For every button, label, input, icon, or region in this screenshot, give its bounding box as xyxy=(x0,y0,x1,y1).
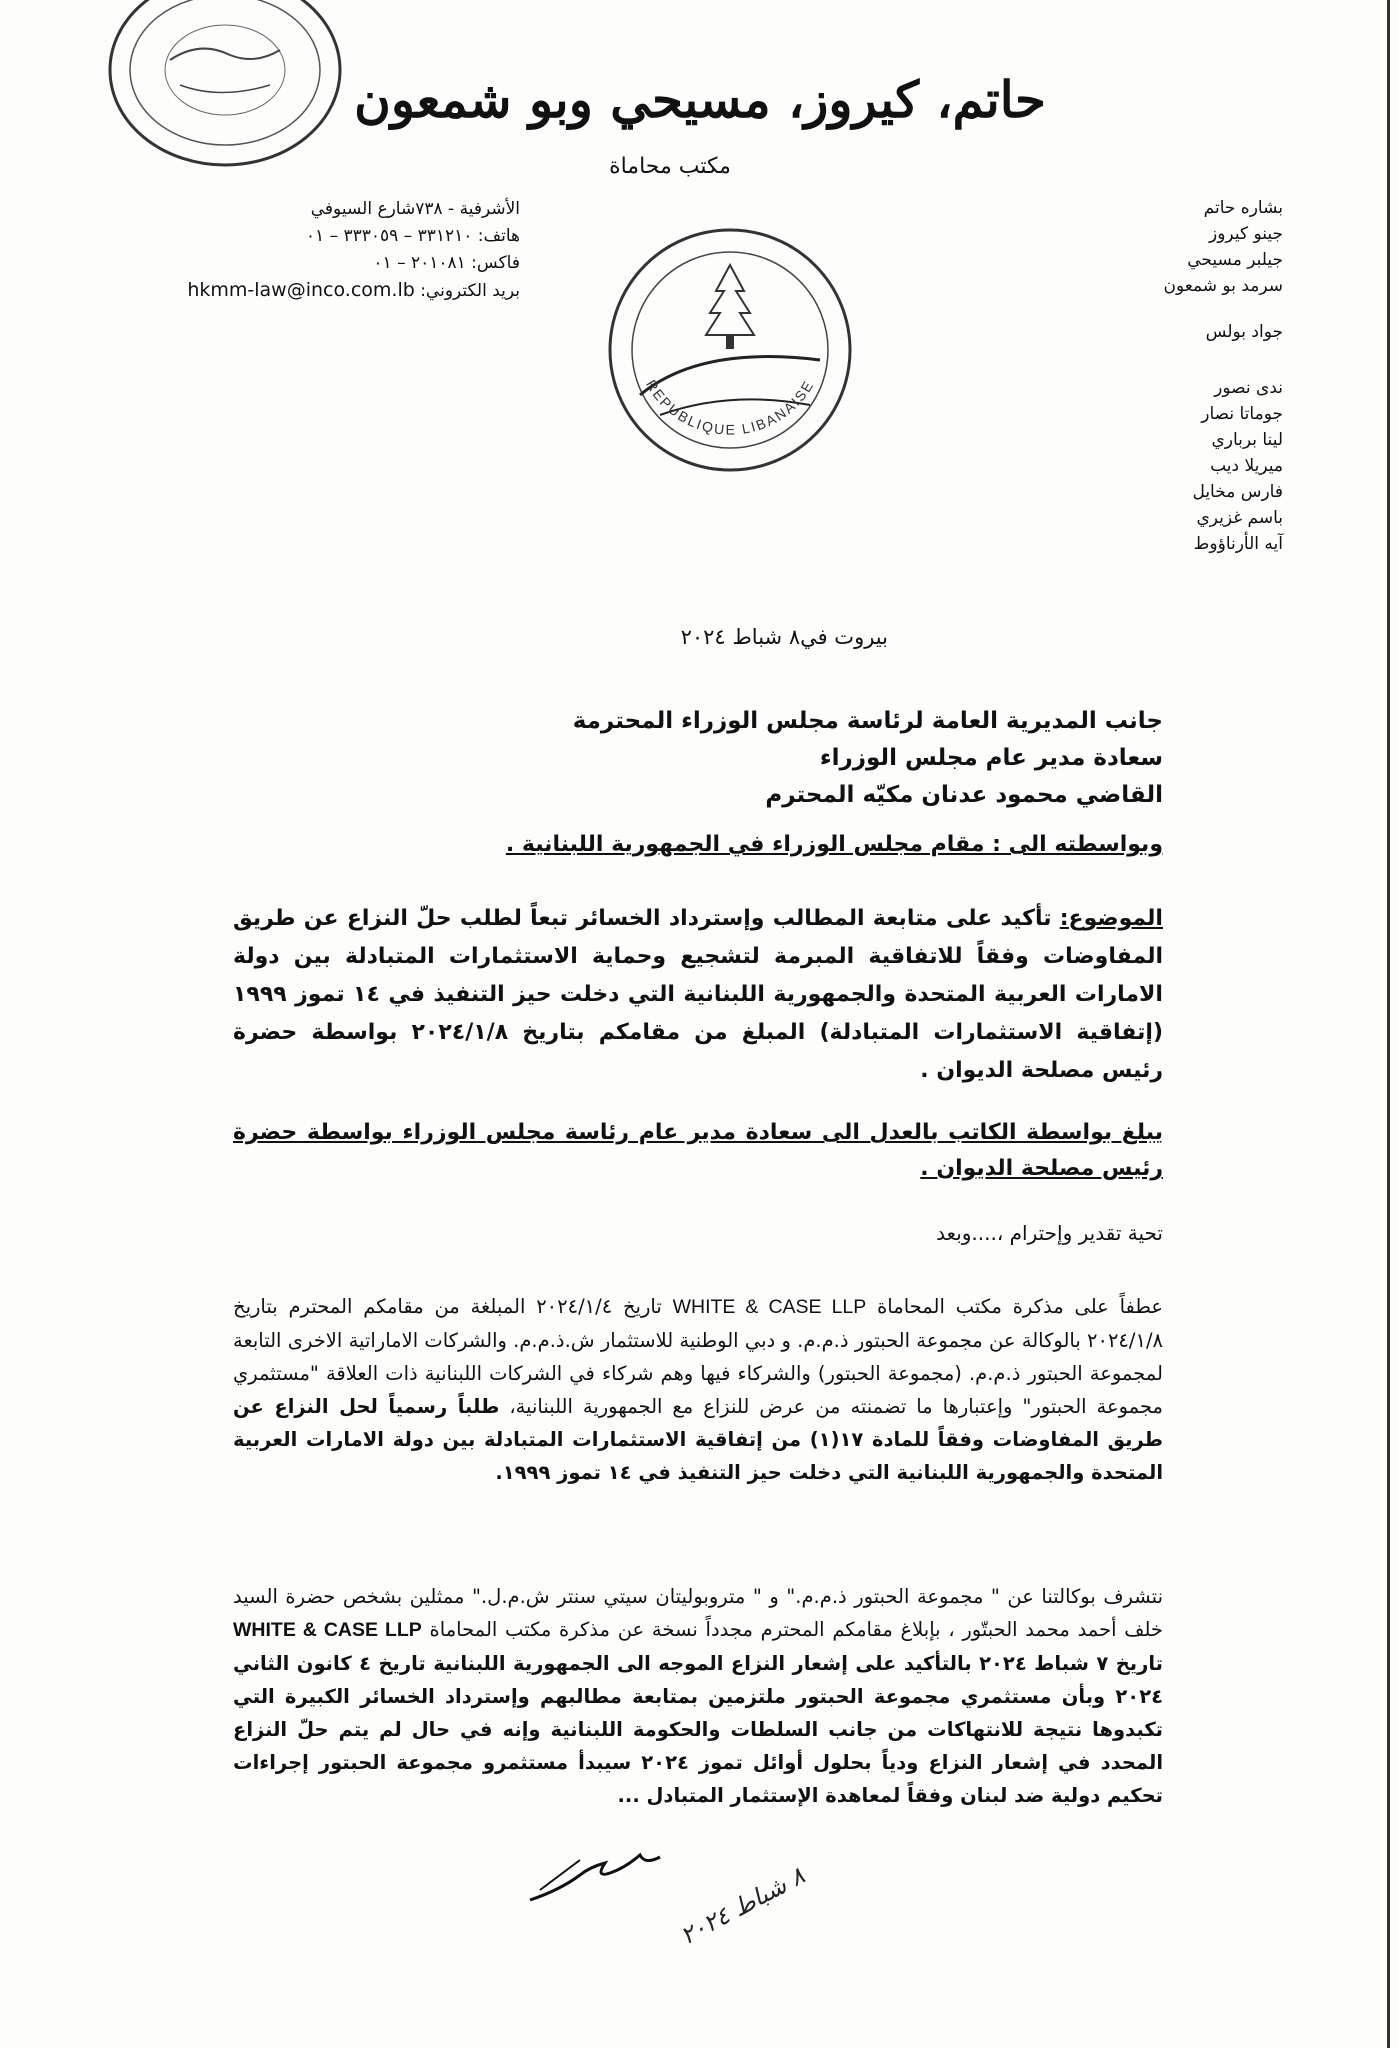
partner-name: جواد بولس xyxy=(1205,322,1283,342)
associate-name: ندى نصور xyxy=(1214,378,1283,398)
notification-paragraph xyxy=(233,1115,1163,1187)
addressee-line: جانب المديرية العامة لرئاسة مجلس الوزراء المحترمة xyxy=(572,708,1163,734)
para1-body: تاريخ ٢٠٢٤/١/٤ المبلغة من مقامكم المحترم بتاريخ ٢٠٢٤/١/٨ بالوكالة عن مجموعة الحبتور ذ.م.م. و دبي الوطنية للاستثمار ش.ذ.م.م. والشركات الاماراتية الاخرى التابعة لمجموعة الحبتور ذ.م.م. (مجموعة الحبتور) والشركاء فيها وهم شركاء في الشركات اللبنانية ذات العلاقة "مستثمري مجموعة الحبتور" وإعتبارها ما تضمنته من عرض للنزاع مع الجمهورية اللبنانية، xyxy=(233,1295,1163,1418)
firm-phone: هاتف: ٣٣١٢١٠ – ٣٣٣٠٥٩ – ٠١ xyxy=(305,226,520,246)
associate-name: لينا برباري xyxy=(1211,430,1283,450)
greeting: تحية تقدير وإحترام ،....وبعد xyxy=(936,1221,1163,1245)
email-label: بريد الكتروني: xyxy=(420,281,520,301)
para2-bold: تاريخ ٧ شباط ٢٠٢٤ بالتأكيد على إشعار النزاع الموجه الى الجمهورية اللبنانية تاريخ ٤ كانون الثاني ٢٠٢٤ وبأن مستثمري مجموعة الحبتور ملتزمين بمتابعة مطالبهم وإسترداد الخسائر الكبيرة التي تكبدوها نتيجة للانتهاكات من جانب السلطات والحكومة اللبنانية وإنه في حال لم يتم حلّ النزاع المحدد في إشعار النزاع ودياً بحلول أوائل تموز ٢٠٢٤ سيبدأ مستثمرو مجموعة الحبتور إجراءات تحكيم دولية ضد لبنان وفقاً لمعاهدة الإستثمار المتبادل ... xyxy=(233,1652,1164,1807)
firm-address: الأشرفية - ٧٣٨شارع السيوفي xyxy=(310,199,520,219)
svg-text:REPUBLIQUE LIBANAISE xyxy=(643,377,817,438)
body-paragraph-1 xyxy=(233,1290,1163,1489)
official-seal-stamp xyxy=(600,220,860,480)
partner-name: بشاره حاتم xyxy=(1203,198,1283,218)
seal-text: REPUBLIQUE LIBANAISE xyxy=(643,376,817,438)
email-address: hkmm-law@inco.com.lb xyxy=(187,279,415,301)
handwritten-date: ٨ شباط ٢٠٢٤ xyxy=(675,1861,810,1951)
body-paragraph-2 xyxy=(233,1580,1163,1812)
letter-date: بيروت في٨ شباط ٢٠٢٤ xyxy=(680,625,888,649)
via-text: وبواسطته الى : مقام مجلس الوزراء في الجمهورية اللبنانية . xyxy=(505,832,1163,857)
para1-intro: عطفاً على مذكرة مكتب المحاماة xyxy=(877,1295,1164,1318)
firm-contact-block xyxy=(120,196,520,305)
partner-name: سرمد بو شمعون xyxy=(1163,276,1283,296)
para2-firm-name: WHITE & CASE LLP xyxy=(233,1619,422,1641)
addressee-line: سعادة مدير عام مجلس الوزراء xyxy=(819,745,1163,771)
via-line xyxy=(263,832,1163,857)
addressee-line: القاضي محمود عدنان مكيّه المحترم xyxy=(765,782,1163,808)
page-edge-line xyxy=(1387,0,1390,2048)
associate-name: جوماتا نصار xyxy=(1201,404,1283,424)
addressee-block xyxy=(263,703,1163,814)
partner-name: جينو كيروز xyxy=(1209,224,1283,244)
associate-name: باسم غزيري xyxy=(1196,508,1283,528)
firm-fax: فاكس: ٢٠١٠٨١ – ٠١ xyxy=(373,253,520,273)
firm-email-row xyxy=(120,277,520,305)
para1-bold: طلباً رسمياً لحل النزاع عن طريق المفاوضات وفقاً للمادة ١٧(١) من إتفاقية الاستثمارات المتبادلة بين دولة الامارات العربية المتحدة والجمهورية اللبنانية التي دخلت حيز التنفيذ في ١٤ تموز ١٩٩٩. xyxy=(233,1395,1164,1484)
subject-label: الموضوع: xyxy=(1059,906,1163,931)
firm-subtitle: مكتب محاماة xyxy=(609,154,731,179)
associate-name: ميريلا ديب xyxy=(1210,456,1283,476)
para1-firm-name: WHITE & CASE LLP xyxy=(672,1296,867,1318)
associate-name: آيه الأرناؤوط xyxy=(1193,534,1283,554)
associate-name: فارس مخايل xyxy=(1192,482,1283,502)
notification-text: يبلغ بواسطة الكاتب بالعدل الى سعادة مدير عام رئاسة مجلس الوزراء بواسطة حضرة رئيس مصلحة الديوان . xyxy=(233,1120,1163,1181)
para2-intro: نتشرف بوكالتنا عن " مجموعة الحبتور ذ.م.م." و " متروبوليتان سيتي سنتر ش.م.ل." ممثلين بشخص حضرة السيد خلف أحمد محمد الحبتّور ، بإبلاغ مقامكم المحترم مجدداً نسخة عن مذكرة مكتب المحاماة xyxy=(233,1585,1163,1641)
partner-name: جيلبر مسيحي xyxy=(1187,250,1283,270)
subject-text: تأكيد على متابعة المطالب وإسترداد الخسائر تبعاً لطلب حلّ النزاع عن طريق المفاوضات وفقاً للاتفاقية المبرمة لتشجيع وحماية الاستثمارات المتبادلة بين دولة الامارات العربية المتحدة والجمهورية اللبنانية التي دخلت حيز التنفيذ في ١٤ تموز ١٩٩٩ (إتفاقية الاستثمارات المتبادلة) المبلغ من مقامكم بتاريخ ٢٠٢٤/١/٨ بواسطة حضرة رئيس مصلحة الديوان . xyxy=(233,906,1163,1083)
subject-paragraph xyxy=(233,900,1163,1090)
partners-list xyxy=(1023,196,1283,558)
firm-name: حاتم، كيروز، مسيحي وبو شمعون xyxy=(354,70,1046,129)
